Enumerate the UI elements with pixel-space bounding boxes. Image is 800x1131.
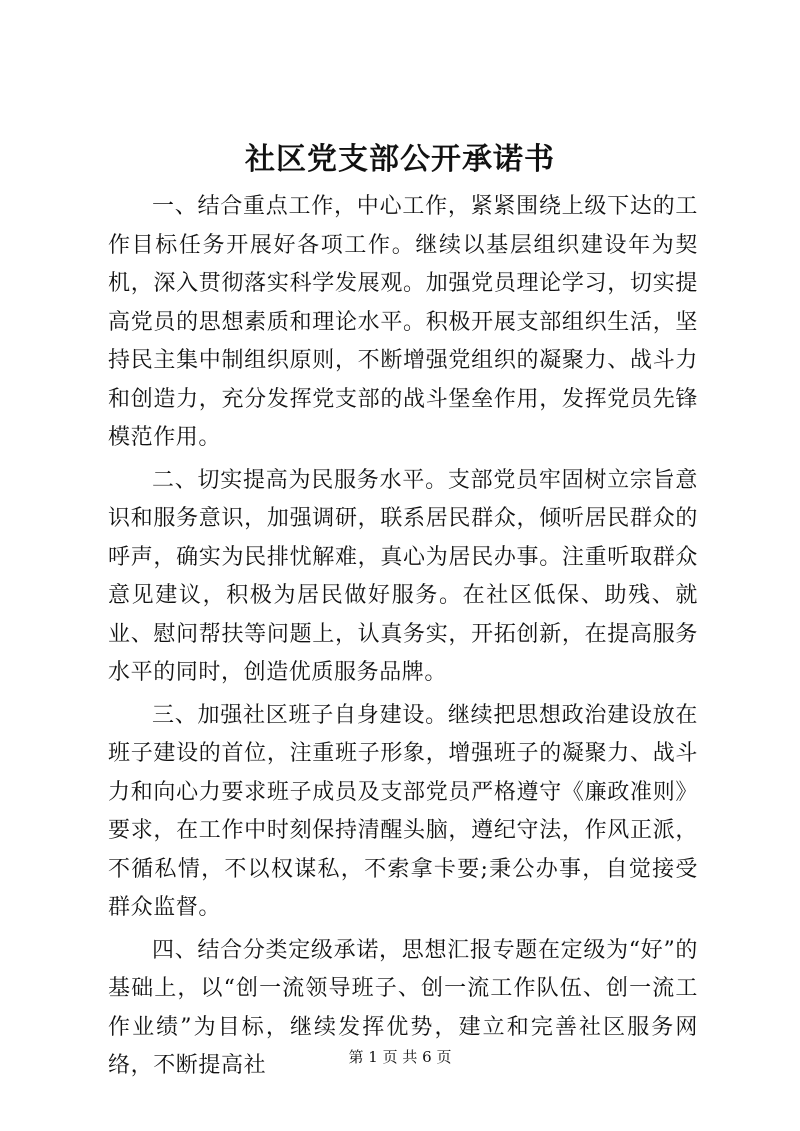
paragraph-1: 一、结合重点工作，中心工作，紧紧围绕上级下达的工作目标任务开展好各项工作。继续以基层组织建设年为契机，深入贯彻落实科学发展观。加强党员理论学习，切实提高党员的思想素质和理论水平。积极开展支部组织生活，坚持民主集中制组织原则，不断增强党组织的凝聚力、战斗力和创造力，充分发挥党支部的战斗堡垒作用，发挥党员先锋模范作用。 [108, 194, 698, 450]
paragraph-3: 三、加强社区班子自身建设。继续把思想政治建设放在班子建设的首位，注重班子形象，增强班子的凝聚力、战斗力和向心力要求班子成员及支部党员严格遵守《廉政准则》要求，在工作中时刻保持清醒头脑，遵纪守法，作风正派，不循私情，不以权谋私，不索拿卡要;秉公办事，自觉接受群众监督。 [108, 702, 698, 920]
document-title: 社区党支部公开承诺书 [245, 142, 555, 177]
page-number-footer: 第 1 页 共 6 页 [348, 1048, 452, 1066]
paragraph-4: 四、结合分类定级承诺，思想汇报专题在定级为“好”的基础上，以“创一流领导班子、创一流工作队伍、创一流工作业绩”为目标，继续发挥优势，建立和完善社区服务网络，不断提高社 [108, 937, 698, 1078]
paragraph-2: 二、切实提高为民服务水平。支部党员牢固树立宗旨意识和服务意识，加强调研，联系居民群众，倾听居民群众的呼声，确实为民排忧解难，真心为居民办事。注重听取群众意见建议，积极为居民做好服务。在社区低保、助残、就业、慰问帮扶等问题上，认真务实，开拓创新，在提高服务水平的同时，创造优质服务品牌。 [108, 467, 698, 685]
document-body [108, 188, 698, 1090]
